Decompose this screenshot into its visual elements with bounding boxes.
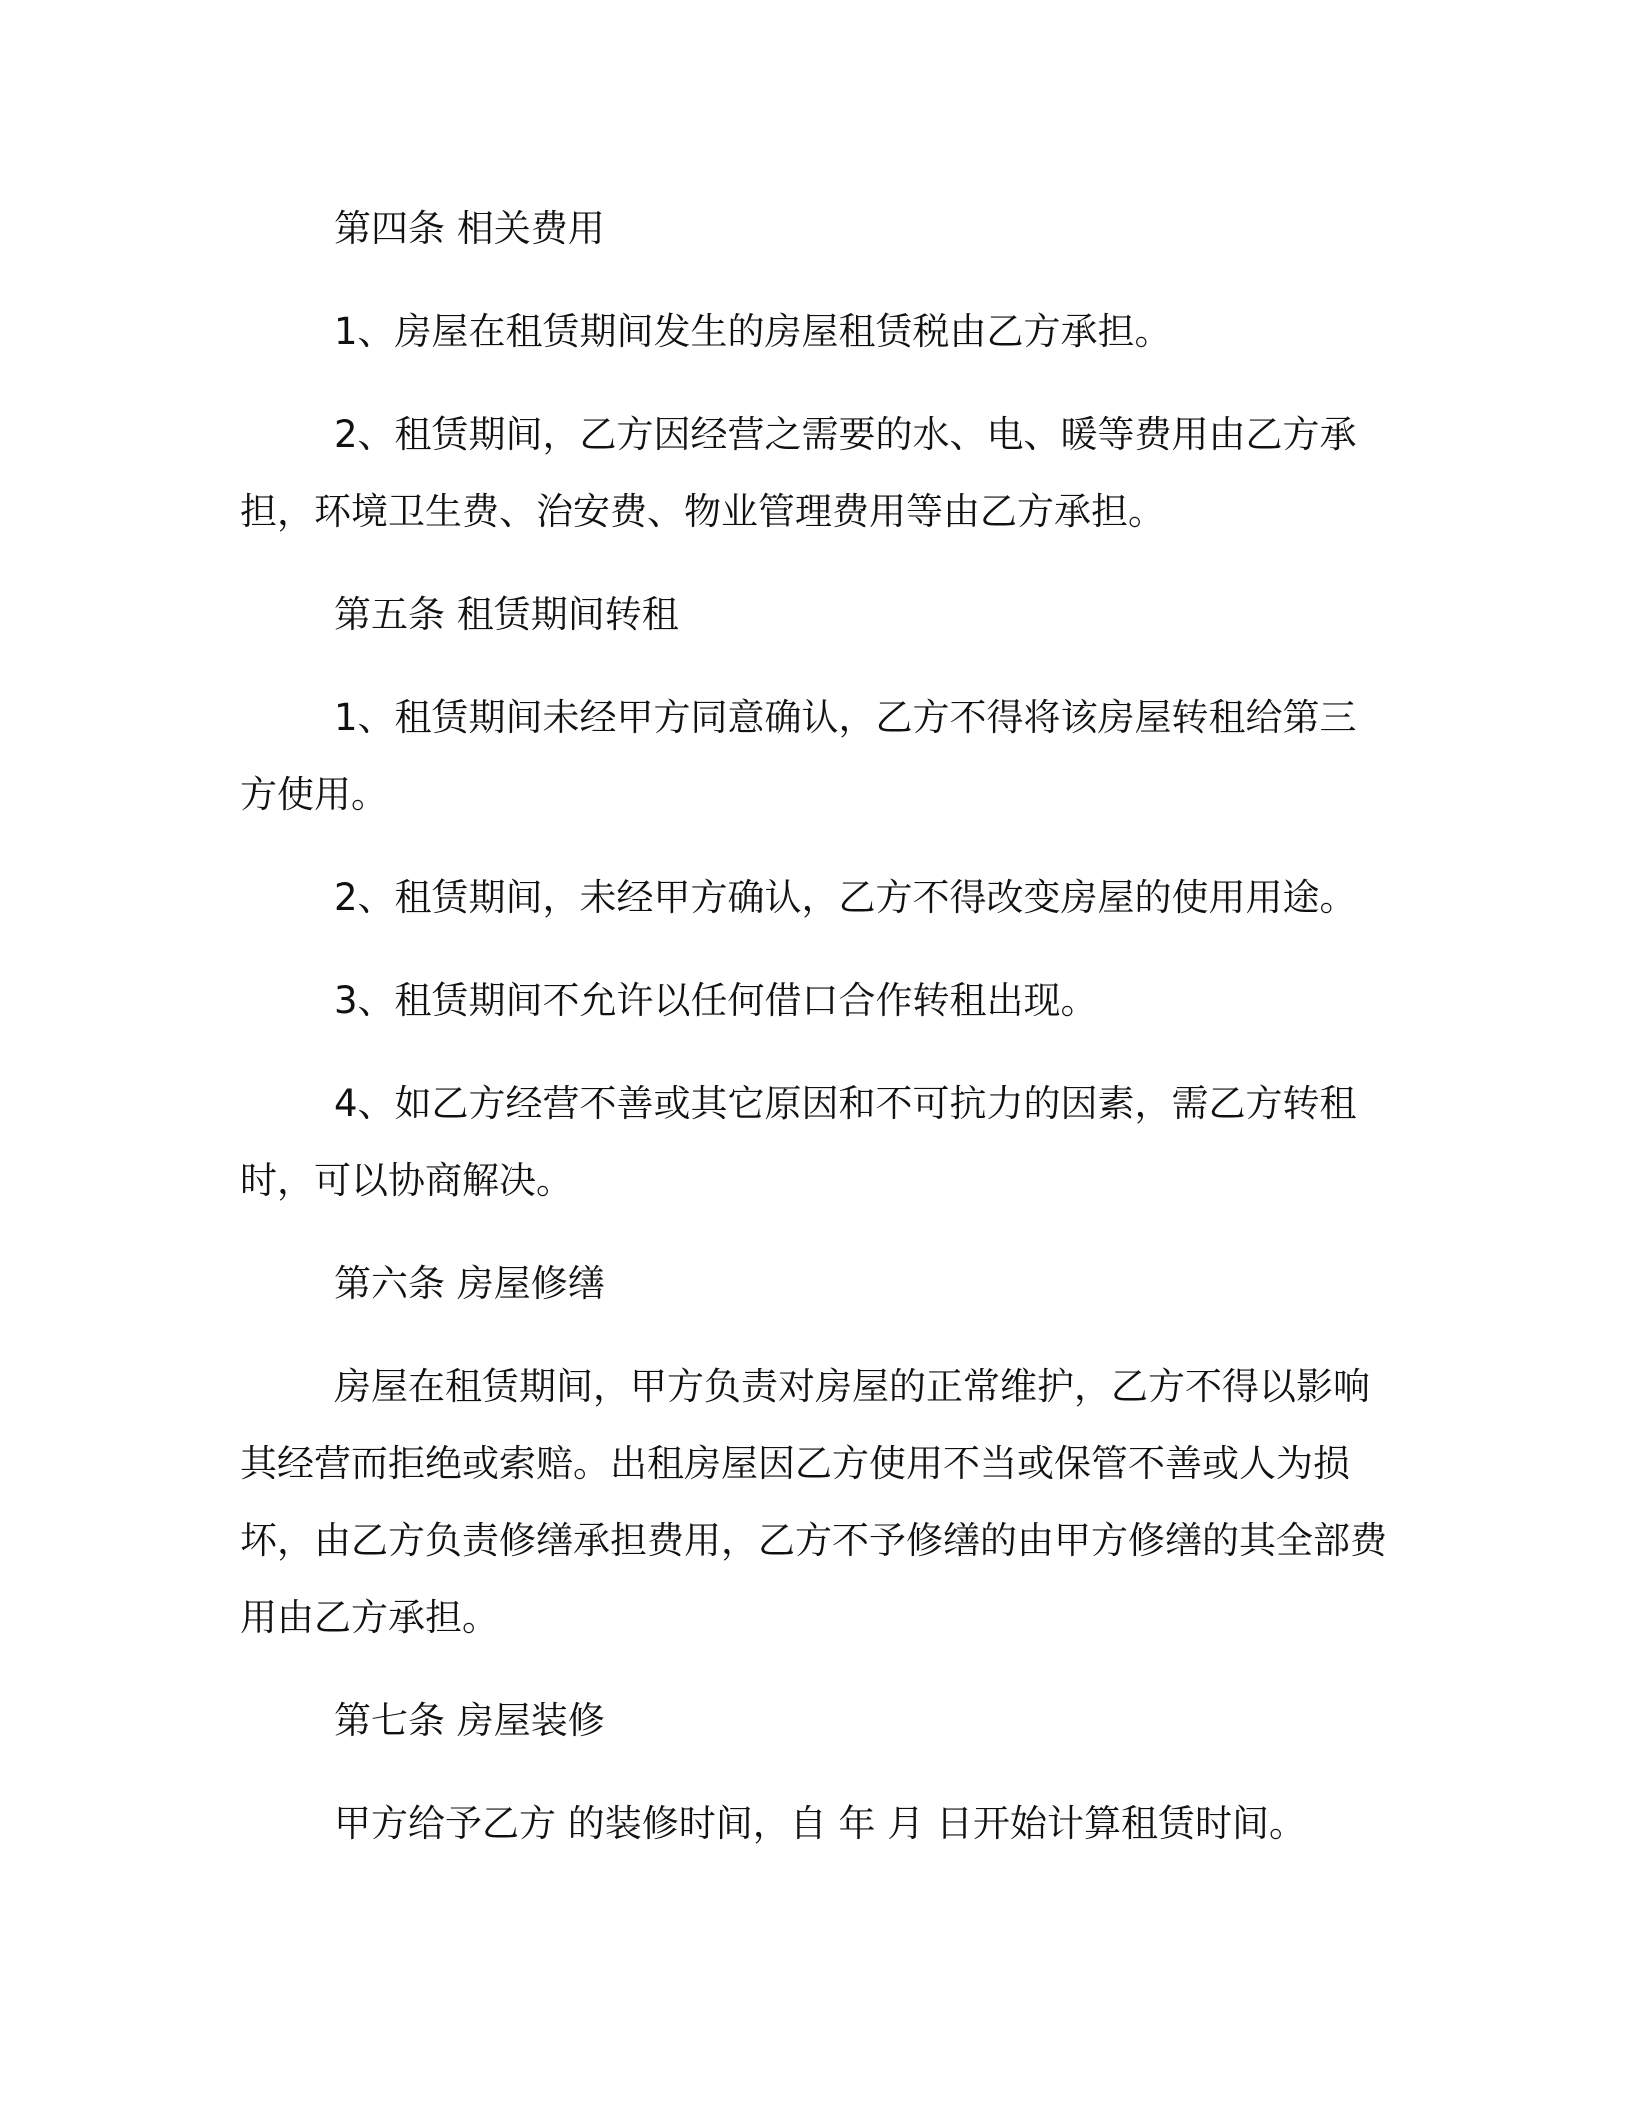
article-5-clause-1: 1、租赁期间未经甲方同意确认，乙方不得将该房屋转租给第三方使用。 — [240, 696, 1357, 816]
article-4-heading: 第四条 相关费用 — [334, 207, 605, 250]
article-6-heading: 第六条 房屋修缮 — [334, 1262, 605, 1305]
article-7-heading: 第七条 房屋装修 — [334, 1699, 605, 1742]
article-4-clause-2: 2、租赁期间，乙方因经营之需要的水、电、暖等费用由乙方承担，环境卫生费、治安费、物业管理费用等由乙方承担。 — [240, 413, 1357, 533]
article-5-clause-3: 3、租赁期间不允许以任何借口合作转租出现。 — [334, 979, 1098, 1022]
article-4-clause-1: 1、房屋在租赁期间发生的房屋租赁税由乙方承担。 — [334, 310, 1172, 353]
document-body — [240, 190, 1390, 1888]
article-5-heading: 第五条 租赁期间转租 — [334, 593, 679, 636]
article-5-clause-2: 2、租赁期间，未经甲方确认，乙方不得改变房屋的使用用途。 — [334, 876, 1357, 919]
article-6-body: 房屋在租赁期间，甲方负责对房屋的正常维护，乙方不得以影响其经营而拒绝或索赔。出租房屋因乙方使用不当或保管不善或人为损坏，由乙方负责修缮承担费用，乙方不予修缮的由甲方修缮的其全部费用由乙方承担。 — [240, 1365, 1387, 1639]
article-5-clause-4: 4、如乙方经营不善或其它原因和不可抗力的因素，需乙方转租时，可以协商解决。 — [240, 1082, 1357, 1202]
article-7-body: 甲方给予乙方 的装修时间，自 年 月 日开始计算租赁时间。 — [334, 1802, 1307, 1845]
